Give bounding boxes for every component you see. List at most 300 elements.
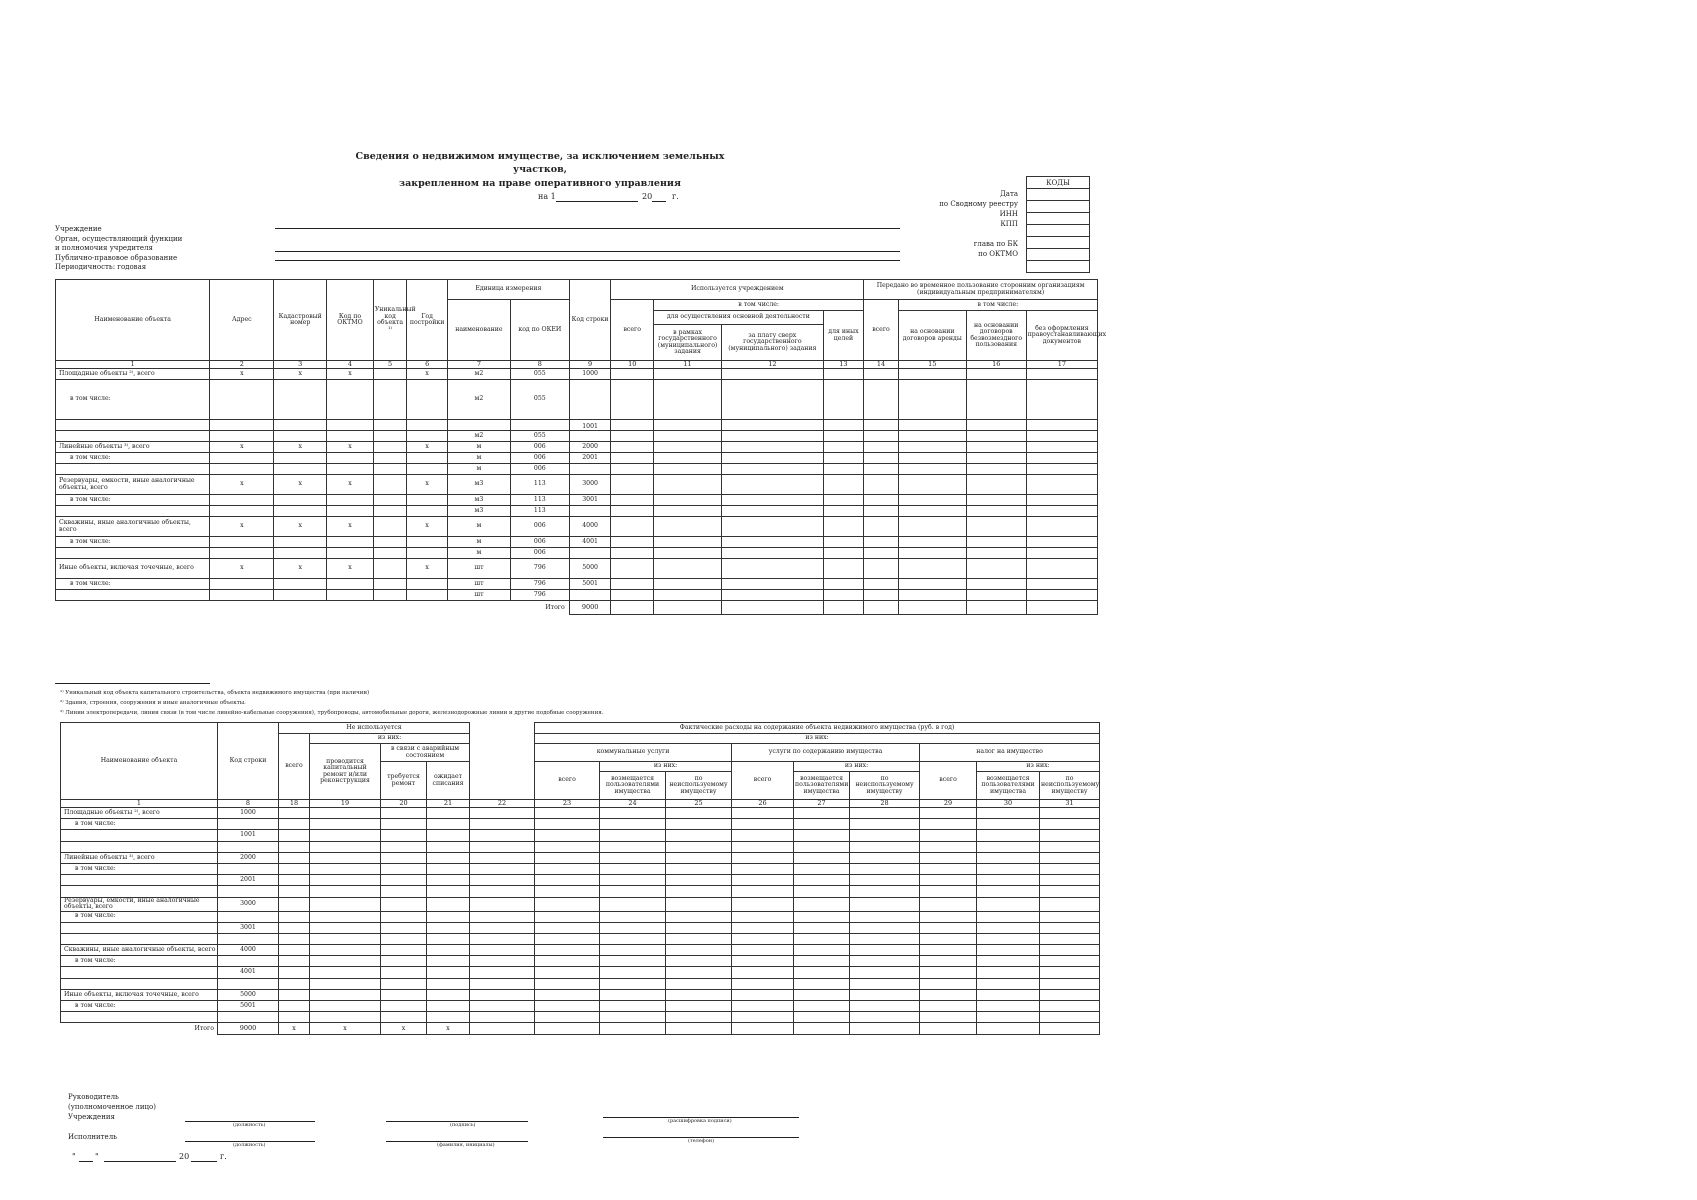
data-cell[interactable] bbox=[611, 380, 654, 420]
data-cell[interactable] bbox=[654, 506, 722, 517]
data-cell[interactable] bbox=[732, 852, 794, 863]
data-cell[interactable] bbox=[611, 464, 654, 475]
total-cell[interactable] bbox=[898, 601, 966, 615]
data-cell[interactable] bbox=[1026, 453, 1097, 464]
total-cell[interactable] bbox=[1026, 601, 1097, 615]
data-cell[interactable] bbox=[210, 495, 274, 506]
data-cell[interactable] bbox=[279, 956, 310, 967]
data-cell[interactable] bbox=[600, 933, 666, 944]
data-cell[interactable] bbox=[864, 380, 899, 420]
data-cell[interactable] bbox=[920, 852, 977, 863]
data-cell[interactable] bbox=[210, 579, 274, 590]
data-cell[interactable] bbox=[850, 841, 920, 852]
data-cell[interactable] bbox=[654, 537, 722, 548]
data-cell[interactable] bbox=[535, 1001, 600, 1012]
total-cell[interactable] bbox=[470, 1023, 535, 1035]
data-cell[interactable] bbox=[327, 537, 374, 548]
data-cell[interactable] bbox=[373, 431, 407, 442]
data-cell[interactable] bbox=[823, 442, 864, 453]
data-cell[interactable] bbox=[666, 1001, 732, 1012]
data-cell[interactable] bbox=[427, 819, 470, 830]
data-cell[interactable] bbox=[373, 442, 407, 453]
total-cell[interactable] bbox=[864, 601, 899, 615]
data-cell[interactable] bbox=[966, 537, 1026, 548]
data-cell[interactable] bbox=[373, 590, 407, 601]
data-cell[interactable] bbox=[898, 559, 966, 579]
data-cell[interactable] bbox=[722, 369, 824, 380]
data-cell[interactable] bbox=[310, 967, 381, 978]
data-cell[interactable] bbox=[732, 967, 794, 978]
data-cell[interactable] bbox=[732, 933, 794, 944]
data-cell[interactable] bbox=[722, 431, 824, 442]
data-cell[interactable] bbox=[310, 1012, 381, 1023]
data-cell[interactable] bbox=[470, 897, 535, 911]
data-cell[interactable] bbox=[823, 517, 864, 537]
data-cell[interactable] bbox=[373, 548, 407, 559]
date-day-month-field[interactable] bbox=[556, 201, 638, 202]
data-cell[interactable] bbox=[732, 819, 794, 830]
data-cell[interactable] bbox=[611, 453, 654, 464]
data-cell[interactable] bbox=[427, 841, 470, 852]
data-cell[interactable] bbox=[977, 933, 1040, 944]
data-cell[interactable] bbox=[794, 819, 850, 830]
data-cell[interactable] bbox=[279, 863, 310, 874]
data-cell[interactable] bbox=[310, 1001, 381, 1012]
code-inn-cell[interactable] bbox=[1027, 213, 1090, 225]
data-cell[interactable] bbox=[381, 830, 427, 841]
data-cell[interactable] bbox=[920, 933, 977, 944]
data-cell[interactable] bbox=[427, 886, 470, 897]
data-cell[interactable] bbox=[722, 506, 824, 517]
data-cell[interactable] bbox=[898, 548, 966, 559]
data-cell[interactable] bbox=[898, 517, 966, 537]
data-cell[interactable] bbox=[381, 967, 427, 978]
data-cell[interactable] bbox=[611, 420, 654, 431]
data-cell[interactable] bbox=[966, 464, 1026, 475]
data-cell[interactable] bbox=[470, 1001, 535, 1012]
data-cell[interactable] bbox=[274, 579, 327, 590]
data-cell[interactable] bbox=[732, 875, 794, 886]
data-cell[interactable] bbox=[407, 495, 448, 506]
data-cell[interactable] bbox=[794, 841, 850, 852]
data-cell[interactable] bbox=[327, 548, 374, 559]
total-cell[interactable] bbox=[535, 1023, 600, 1035]
total-cell[interactable] bbox=[850, 1023, 920, 1035]
data-cell[interactable] bbox=[794, 989, 850, 1000]
data-cell[interactable] bbox=[611, 506, 654, 517]
data-cell[interactable] bbox=[600, 897, 666, 911]
data-cell[interactable] bbox=[977, 863, 1040, 874]
data-cell[interactable] bbox=[977, 945, 1040, 956]
data-cell[interactable] bbox=[654, 380, 722, 420]
data-cell[interactable] bbox=[722, 590, 824, 601]
data-cell[interactable] bbox=[654, 495, 722, 506]
data-cell[interactable] bbox=[373, 380, 407, 420]
data-cell[interactable] bbox=[373, 517, 407, 537]
data-cell[interactable] bbox=[850, 852, 920, 863]
total-cell[interactable] bbox=[732, 1023, 794, 1035]
data-cell[interactable] bbox=[966, 548, 1026, 559]
data-cell[interactable] bbox=[470, 875, 535, 886]
data-cell[interactable] bbox=[732, 989, 794, 1000]
data-cell[interactable] bbox=[654, 559, 722, 579]
data-cell[interactable] bbox=[327, 590, 374, 601]
data-cell[interactable] bbox=[864, 590, 899, 601]
data-cell[interactable] bbox=[794, 1012, 850, 1023]
data-cell[interactable] bbox=[864, 420, 899, 431]
data-cell[interactable] bbox=[1026, 380, 1097, 420]
data-cell[interactable] bbox=[823, 464, 864, 475]
data-cell[interactable] bbox=[722, 464, 824, 475]
data-cell[interactable] bbox=[535, 989, 600, 1000]
data-cell[interactable] bbox=[864, 453, 899, 464]
sig-date-month-field[interactable] bbox=[104, 1161, 176, 1162]
data-cell[interactable] bbox=[407, 548, 448, 559]
data-cell[interactable] bbox=[850, 945, 920, 956]
data-cell[interactable] bbox=[279, 933, 310, 944]
data-cell[interactable] bbox=[966, 559, 1026, 579]
data-cell[interactable] bbox=[279, 808, 310, 819]
data-cell[interactable] bbox=[898, 579, 966, 590]
data-cell[interactable] bbox=[794, 956, 850, 967]
data-cell[interactable] bbox=[864, 464, 899, 475]
data-cell[interactable] bbox=[407, 537, 448, 548]
data-cell[interactable] bbox=[966, 506, 1026, 517]
data-cell[interactable] bbox=[966, 453, 1026, 464]
data-cell[interactable] bbox=[732, 922, 794, 933]
data-cell[interactable] bbox=[722, 453, 824, 464]
data-cell[interactable] bbox=[210, 506, 274, 517]
data-cell[interactable] bbox=[535, 875, 600, 886]
data-cell[interactable] bbox=[310, 875, 381, 886]
data-cell[interactable] bbox=[381, 841, 427, 852]
data-cell[interactable] bbox=[427, 911, 470, 922]
data-cell[interactable] bbox=[327, 506, 374, 517]
data-cell[interactable] bbox=[898, 420, 966, 431]
data-cell[interactable] bbox=[274, 380, 327, 420]
data-cell[interactable] bbox=[977, 978, 1040, 989]
data-cell[interactable] bbox=[1040, 978, 1100, 989]
data-cell[interactable] bbox=[1026, 517, 1097, 537]
total-cell[interactable] bbox=[966, 601, 1026, 615]
data-cell[interactable] bbox=[722, 420, 824, 431]
data-cell[interactable] bbox=[427, 875, 470, 886]
data-cell[interactable] bbox=[732, 1001, 794, 1012]
data-cell[interactable] bbox=[373, 420, 407, 431]
data-cell[interactable] bbox=[611, 475, 654, 495]
data-cell[interactable] bbox=[373, 506, 407, 517]
data-cell[interactable] bbox=[1026, 548, 1097, 559]
data-cell[interactable] bbox=[381, 1012, 427, 1023]
data-cell[interactable] bbox=[373, 464, 407, 475]
data-cell[interactable] bbox=[470, 852, 535, 863]
data-cell[interactable] bbox=[920, 922, 977, 933]
code-date-cell[interactable] bbox=[1027, 189, 1090, 201]
data-cell[interactable] bbox=[600, 852, 666, 863]
data-cell[interactable] bbox=[850, 911, 920, 922]
data-cell[interactable] bbox=[535, 933, 600, 944]
data-cell[interactable] bbox=[794, 922, 850, 933]
data-cell[interactable] bbox=[381, 1001, 427, 1012]
data-cell[interactable] bbox=[407, 431, 448, 442]
data-cell[interactable] bbox=[920, 945, 977, 956]
data-cell[interactable] bbox=[794, 830, 850, 841]
data-cell[interactable] bbox=[823, 380, 864, 420]
data-cell[interactable] bbox=[898, 537, 966, 548]
data-cell[interactable] bbox=[535, 967, 600, 978]
data-cell[interactable] bbox=[407, 380, 448, 420]
data-cell[interactable] bbox=[327, 579, 374, 590]
data-cell[interactable] bbox=[470, 819, 535, 830]
data-cell[interactable] bbox=[210, 380, 274, 420]
data-cell[interactable] bbox=[427, 1012, 470, 1023]
data-cell[interactable] bbox=[274, 453, 327, 464]
data-cell[interactable] bbox=[654, 579, 722, 590]
data-cell[interactable] bbox=[470, 967, 535, 978]
data-cell[interactable] bbox=[977, 911, 1040, 922]
data-cell[interactable] bbox=[666, 841, 732, 852]
data-cell[interactable] bbox=[666, 830, 732, 841]
data-cell[interactable] bbox=[794, 875, 850, 886]
data-cell[interactable] bbox=[427, 897, 470, 911]
date-year-field[interactable] bbox=[652, 201, 666, 202]
data-cell[interactable] bbox=[210, 590, 274, 601]
institution-field-line[interactable] bbox=[275, 228, 900, 229]
data-cell[interactable] bbox=[823, 559, 864, 579]
code-bk-cell[interactable] bbox=[1027, 249, 1090, 261]
data-cell[interactable] bbox=[977, 1001, 1040, 1012]
data-cell[interactable] bbox=[600, 886, 666, 897]
code-oktmo-cell[interactable] bbox=[1027, 261, 1090, 273]
data-cell[interactable] bbox=[1040, 967, 1100, 978]
data-cell[interactable] bbox=[977, 897, 1040, 911]
data-cell[interactable] bbox=[1026, 559, 1097, 579]
data-cell[interactable] bbox=[1026, 431, 1097, 442]
data-cell[interactable] bbox=[600, 808, 666, 819]
data-cell[interactable] bbox=[1026, 590, 1097, 601]
data-cell[interactable] bbox=[1040, 897, 1100, 911]
data-cell[interactable] bbox=[666, 875, 732, 886]
data-cell[interactable] bbox=[274, 431, 327, 442]
data-cell[interactable] bbox=[864, 369, 899, 380]
data-cell[interactable] bbox=[898, 464, 966, 475]
data-cell[interactable] bbox=[722, 537, 824, 548]
data-cell[interactable] bbox=[666, 933, 732, 944]
data-cell[interactable] bbox=[864, 475, 899, 495]
data-cell[interactable] bbox=[850, 922, 920, 933]
data-cell[interactable] bbox=[654, 453, 722, 464]
data-cell[interactable] bbox=[732, 956, 794, 967]
data-cell[interactable] bbox=[535, 922, 600, 933]
data-cell[interactable] bbox=[977, 875, 1040, 886]
data-cell[interactable] bbox=[279, 967, 310, 978]
data-cell[interactable] bbox=[1040, 819, 1100, 830]
data-cell[interactable] bbox=[920, 841, 977, 852]
data-cell[interactable] bbox=[732, 808, 794, 819]
data-cell[interactable] bbox=[427, 863, 470, 874]
sig-date-day-field[interactable] bbox=[79, 1161, 93, 1162]
data-cell[interactable] bbox=[535, 819, 600, 830]
data-cell[interactable] bbox=[722, 517, 824, 537]
data-cell[interactable] bbox=[373, 579, 407, 590]
data-cell[interactable] bbox=[920, 978, 977, 989]
data-cell[interactable] bbox=[381, 933, 427, 944]
data-cell[interactable] bbox=[732, 978, 794, 989]
data-cell[interactable] bbox=[611, 442, 654, 453]
data-cell[interactable] bbox=[310, 886, 381, 897]
data-cell[interactable] bbox=[279, 989, 310, 1000]
data-cell[interactable] bbox=[966, 380, 1026, 420]
data-cell[interactable] bbox=[722, 579, 824, 590]
data-cell[interactable] bbox=[794, 863, 850, 874]
data-cell[interactable] bbox=[600, 922, 666, 933]
data-cell[interactable] bbox=[898, 506, 966, 517]
data-cell[interactable] bbox=[1040, 830, 1100, 841]
data-cell[interactable] bbox=[666, 911, 732, 922]
data-cell[interactable] bbox=[310, 978, 381, 989]
total-cell[interactable] bbox=[823, 601, 864, 615]
data-cell[interactable] bbox=[427, 830, 470, 841]
data-cell[interactable] bbox=[279, 978, 310, 989]
data-cell[interactable] bbox=[666, 808, 732, 819]
data-cell[interactable] bbox=[898, 442, 966, 453]
data-cell[interactable] bbox=[966, 442, 1026, 453]
data-cell[interactable] bbox=[898, 590, 966, 601]
data-cell[interactable] bbox=[381, 819, 427, 830]
data-cell[interactable] bbox=[920, 875, 977, 886]
data-cell[interactable] bbox=[470, 911, 535, 922]
data-cell[interactable] bbox=[310, 933, 381, 944]
data-cell[interactable] bbox=[611, 369, 654, 380]
data-cell[interactable] bbox=[823, 431, 864, 442]
data-cell[interactable] bbox=[977, 841, 1040, 852]
data-cell[interactable] bbox=[274, 495, 327, 506]
data-cell[interactable] bbox=[823, 369, 864, 380]
data-cell[interactable] bbox=[381, 886, 427, 897]
data-cell[interactable] bbox=[381, 863, 427, 874]
data-cell[interactable] bbox=[1040, 989, 1100, 1000]
data-cell[interactable] bbox=[274, 464, 327, 475]
data-cell[interactable] bbox=[794, 911, 850, 922]
data-cell[interactable] bbox=[470, 922, 535, 933]
data-cell[interactable] bbox=[279, 830, 310, 841]
data-cell[interactable] bbox=[654, 464, 722, 475]
data-cell[interactable] bbox=[611, 579, 654, 590]
data-cell[interactable] bbox=[898, 453, 966, 464]
data-cell[interactable] bbox=[654, 517, 722, 537]
data-cell[interactable] bbox=[427, 808, 470, 819]
data-cell[interactable] bbox=[722, 559, 824, 579]
data-cell[interactable] bbox=[373, 537, 407, 548]
data-cell[interactable] bbox=[1040, 922, 1100, 933]
data-cell[interactable] bbox=[666, 967, 732, 978]
data-cell[interactable] bbox=[373, 475, 407, 495]
data-cell[interactable] bbox=[823, 453, 864, 464]
data-cell[interactable] bbox=[274, 590, 327, 601]
data-cell[interactable] bbox=[600, 875, 666, 886]
data-cell[interactable] bbox=[898, 475, 966, 495]
data-cell[interactable] bbox=[864, 548, 899, 559]
code-empty-cell[interactable] bbox=[1027, 237, 1090, 249]
data-cell[interactable] bbox=[864, 579, 899, 590]
data-cell[interactable] bbox=[966, 475, 1026, 495]
total-cell[interactable] bbox=[1040, 1023, 1100, 1035]
data-cell[interactable] bbox=[600, 967, 666, 978]
data-cell[interactable] bbox=[794, 897, 850, 911]
data-cell[interactable] bbox=[732, 1012, 794, 1023]
data-cell[interactable] bbox=[279, 886, 310, 897]
data-cell[interactable] bbox=[310, 945, 381, 956]
data-cell[interactable] bbox=[666, 945, 732, 956]
data-cell[interactable] bbox=[850, 978, 920, 989]
data-cell[interactable] bbox=[794, 967, 850, 978]
total-cell[interactable] bbox=[920, 1023, 977, 1035]
data-cell[interactable] bbox=[470, 933, 535, 944]
data-cell[interactable] bbox=[977, 956, 1040, 967]
data-cell[interactable] bbox=[977, 819, 1040, 830]
data-cell[interactable] bbox=[977, 886, 1040, 897]
data-cell[interactable] bbox=[274, 537, 327, 548]
data-cell[interactable] bbox=[470, 808, 535, 819]
data-cell[interactable] bbox=[977, 989, 1040, 1000]
data-cell[interactable] bbox=[279, 911, 310, 922]
data-cell[interactable] bbox=[611, 590, 654, 601]
data-cell[interactable] bbox=[327, 464, 374, 475]
data-cell[interactable] bbox=[1026, 475, 1097, 495]
data-cell[interactable] bbox=[654, 548, 722, 559]
data-cell[interactable] bbox=[850, 989, 920, 1000]
data-cell[interactable] bbox=[381, 978, 427, 989]
data-cell[interactable] bbox=[535, 841, 600, 852]
data-cell[interactable] bbox=[864, 442, 899, 453]
data-cell[interactable] bbox=[666, 989, 732, 1000]
data-cell[interactable] bbox=[864, 537, 899, 548]
data-cell[interactable] bbox=[279, 875, 310, 886]
data-cell[interactable] bbox=[407, 420, 448, 431]
data-cell[interactable] bbox=[850, 933, 920, 944]
data-cell[interactable] bbox=[600, 956, 666, 967]
data-cell[interactable] bbox=[427, 967, 470, 978]
data-cell[interactable] bbox=[470, 863, 535, 874]
data-cell[interactable] bbox=[920, 819, 977, 830]
data-cell[interactable] bbox=[732, 830, 794, 841]
data-cell[interactable] bbox=[600, 1012, 666, 1023]
data-cell[interactable] bbox=[666, 863, 732, 874]
data-cell[interactable] bbox=[666, 1012, 732, 1023]
total-cell[interactable] bbox=[666, 1023, 732, 1035]
data-cell[interactable] bbox=[966, 369, 1026, 380]
data-cell[interactable] bbox=[381, 945, 427, 956]
data-cell[interactable] bbox=[381, 897, 427, 911]
data-cell[interactable] bbox=[1040, 808, 1100, 819]
data-cell[interactable] bbox=[310, 830, 381, 841]
data-cell[interactable] bbox=[1040, 933, 1100, 944]
data-cell[interactable] bbox=[407, 579, 448, 590]
data-cell[interactable] bbox=[1040, 886, 1100, 897]
data-cell[interactable] bbox=[274, 548, 327, 559]
data-cell[interactable] bbox=[470, 841, 535, 852]
data-cell[interactable] bbox=[666, 852, 732, 863]
data-cell[interactable] bbox=[279, 852, 310, 863]
public-entity-field-line[interactable] bbox=[275, 260, 900, 261]
data-cell[interactable] bbox=[611, 495, 654, 506]
data-cell[interactable] bbox=[966, 431, 1026, 442]
code-kpp-cell[interactable] bbox=[1027, 225, 1090, 237]
data-cell[interactable] bbox=[310, 819, 381, 830]
data-cell[interactable] bbox=[373, 453, 407, 464]
data-cell[interactable] bbox=[823, 495, 864, 506]
data-cell[interactable] bbox=[920, 830, 977, 841]
